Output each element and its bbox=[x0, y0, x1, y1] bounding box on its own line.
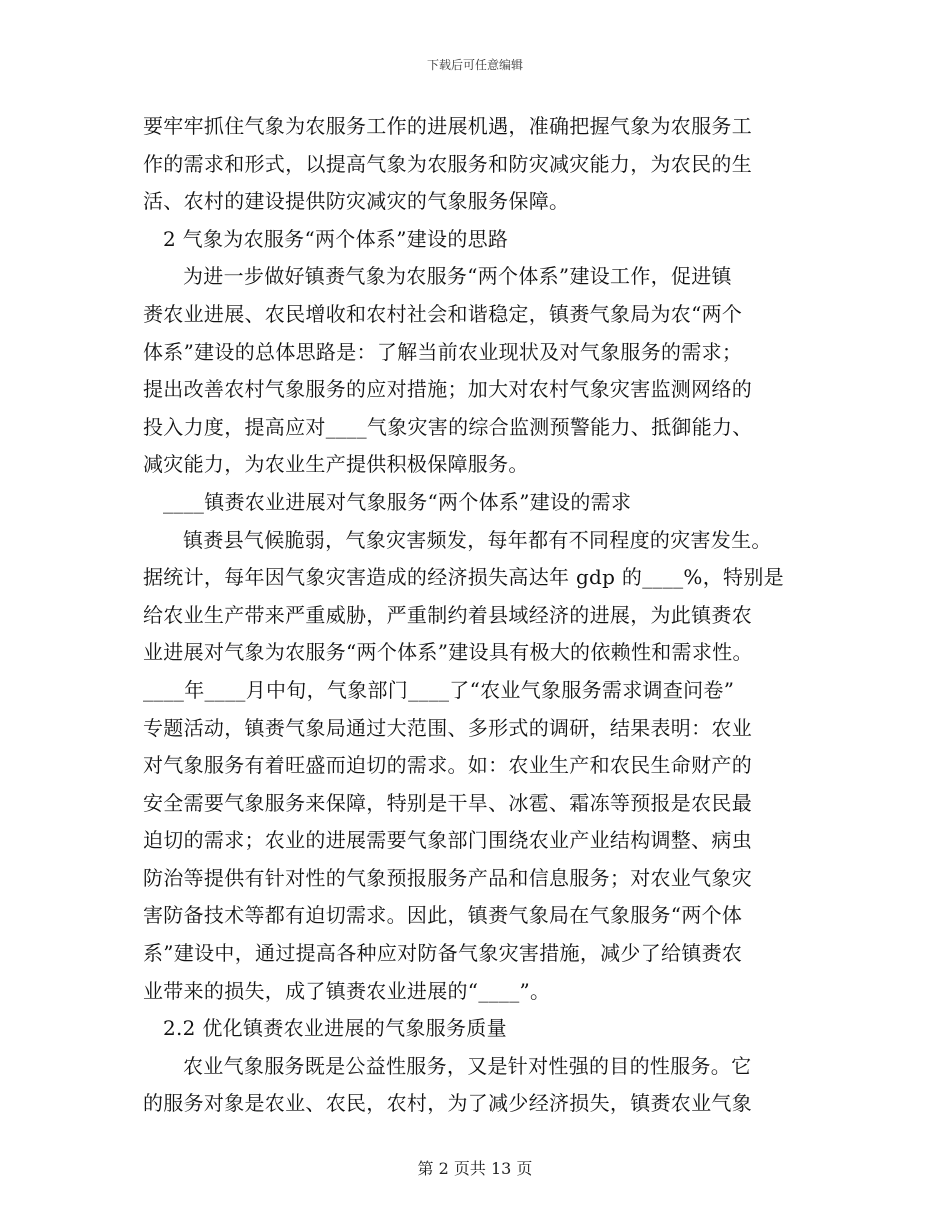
paragraph-line: 业带来的损失，成了镇赉农业进展的“____”。 bbox=[143, 978, 551, 1003]
paragraph-line: 作的需求和形式，以提高气象为农服务和防灾减灾能力，为农民的生 bbox=[143, 151, 752, 176]
paragraph-line: 镇赉县气候脆弱，气象灾害频发，每年都有不同程度的灾害发生。 bbox=[183, 527, 772, 552]
paragraph-line: 为进一步做好镇赉气象为农服务“两个体系”建设工作，促进镇 bbox=[183, 264, 732, 289]
section-heading: 2.2 优化镇赉农业进展的气象服务质量 bbox=[163, 1016, 507, 1041]
paragraph-line: 迫切的需求；农业的进展需要气象部门围绕农业产业结构调整、病虫 bbox=[143, 828, 752, 853]
paragraph-line: 要牢牢抓住气象为农服务工作的进展机遇，准确把握气象为农服务工 bbox=[143, 114, 752, 138]
paragraph-line: 赉农业进展、农民增收和农村社会和谐稳定，镇赉气象局为农“两个 bbox=[143, 301, 743, 326]
paragraph-line: 给农业生产带来严重威胁，严重制约着县域经济的进展，为此镇赉农 bbox=[143, 602, 752, 627]
document-body bbox=[143, 108, 815, 1123]
paragraph-line: 安全需要气象服务来保障，特别是干旱、冰雹、霜冻等预报是农民最 bbox=[143, 790, 752, 815]
paragraph-line: 对气象服务有着旺盛而迫切的需求。如：农业生产和农民生命财产的 bbox=[143, 753, 752, 778]
page-header: 下载后可任意编辑 bbox=[426, 58, 523, 72]
page-footer: 第 2 页共 13 页 bbox=[417, 1159, 533, 1178]
paragraph-line: 活、农村的建设提供防灾减灾的气象服务保障。 bbox=[143, 189, 570, 214]
section-heading: ____镇赉农业进展对气象服务“两个体系”建设的需求 bbox=[163, 489, 632, 514]
paragraph-line: 专题活动，镇赉气象局通过大范围、多形式的调研，结果表明：农业 bbox=[143, 715, 752, 740]
paragraph-line: 提出改善农村气象服务的应对措施；加大对农村气象灾害监测网络的 bbox=[143, 377, 752, 402]
paragraph-line: ____年____月中旬，气象部门____了“农业气象服务需求调查问卷” bbox=[143, 677, 735, 702]
paragraph-line: 农业气象服务既是公益性服务，又是针对性强的目的性服务。它 bbox=[183, 1053, 752, 1078]
paragraph-line: 的服务对象是农业、农民，农村，为了减少经济损失，镇赉农业气象 bbox=[143, 1091, 752, 1116]
paragraph-line: 防治等提供有针对性的气象预报服务产品和信息服务；对农业气象灾 bbox=[143, 865, 752, 890]
section-heading: 2 气象为农服务“两个体系”建设的思路 bbox=[163, 226, 509, 251]
paragraph-line: 投入力度，提高应对____气象灾害的综合监测预警能力、抵御能力、 bbox=[143, 414, 753, 439]
paragraph-line: 业进展对气象为农服务“两个体系”建设具有极大的依赖性和需求性。 bbox=[143, 640, 753, 665]
paragraph-line: 减灾能力，为农业生产提供积极保障服务。 bbox=[143, 452, 529, 477]
paragraph-line: 害防备技术等都有迫切需求。因此，镇赉气象局在气象服务“两个体 bbox=[143, 903, 743, 928]
paragraph-line: 据统计，每年因气象灾害造成的经济损失高达年 gdp 的____%，特别是 bbox=[143, 565, 784, 590]
paragraph-line: 系”建设中，通过提高各种应对防备气象灾害措施，减少了给镇赉农 bbox=[143, 941, 743, 966]
paragraph-line: 体系”建设的总体思路是：了解当前农业现状及对气象服务的需求； bbox=[143, 339, 743, 364]
